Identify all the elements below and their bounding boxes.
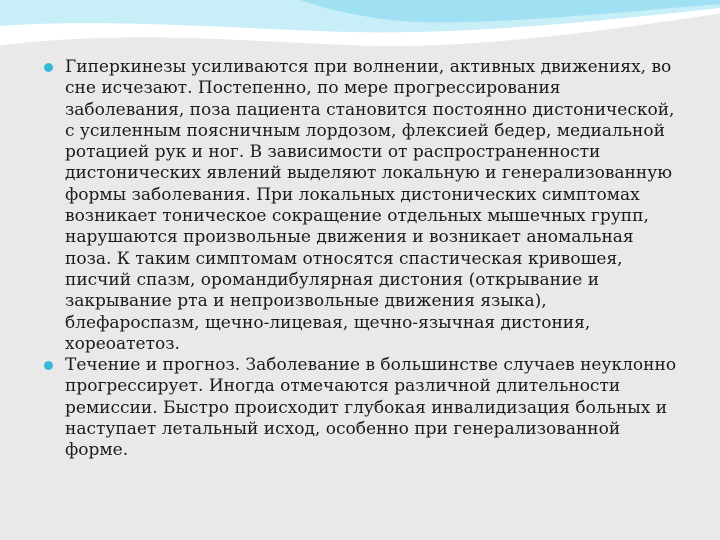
bullet-item	[42, 355, 682, 461]
bullet-item	[42, 57, 682, 355]
circle-bullet-icon	[44, 63, 53, 72]
bullet-text: Течение и прогноз. Заболевание в большинстве случаев неуклонно прогрессирует. Иногда отмечаются различной длительности ремиссии. Быстро происходит глубокая инвалидизация больных и наступает летальный исход, особенно при генерализованной форме.	[65, 355, 677, 461]
circle-bullet-icon	[44, 361, 53, 370]
bullet-text: Гиперкинезы усиливаются при волнении, активных движениях, во сне исчезают. Постепенно, по мере прогрессирования заболевания, поза пациента становится постоянно дистонической, с усиленным поясничным лордозом, флексией бедер, медиальной ротацией рук и ног. В зависимости от распространенности дистонических явлений выделяют локальную и генерализованную формы заболевания. При локальных дистонических симптомах возникает тоническое сокращение отдельных мышечных групп, нарушаются произвольные движения и возникает аномальная поза. К таким симптомам относятся спастическая кривошея, писчий спазм, оромандибулярная дистония (открывание и закрывание рта и непроизвольные движения языка), блефароспазм, щечно-лицевая, щечно-язычная дистония, хореоатетоз.	[65, 57, 675, 354]
bullet-list	[42, 57, 682, 462]
